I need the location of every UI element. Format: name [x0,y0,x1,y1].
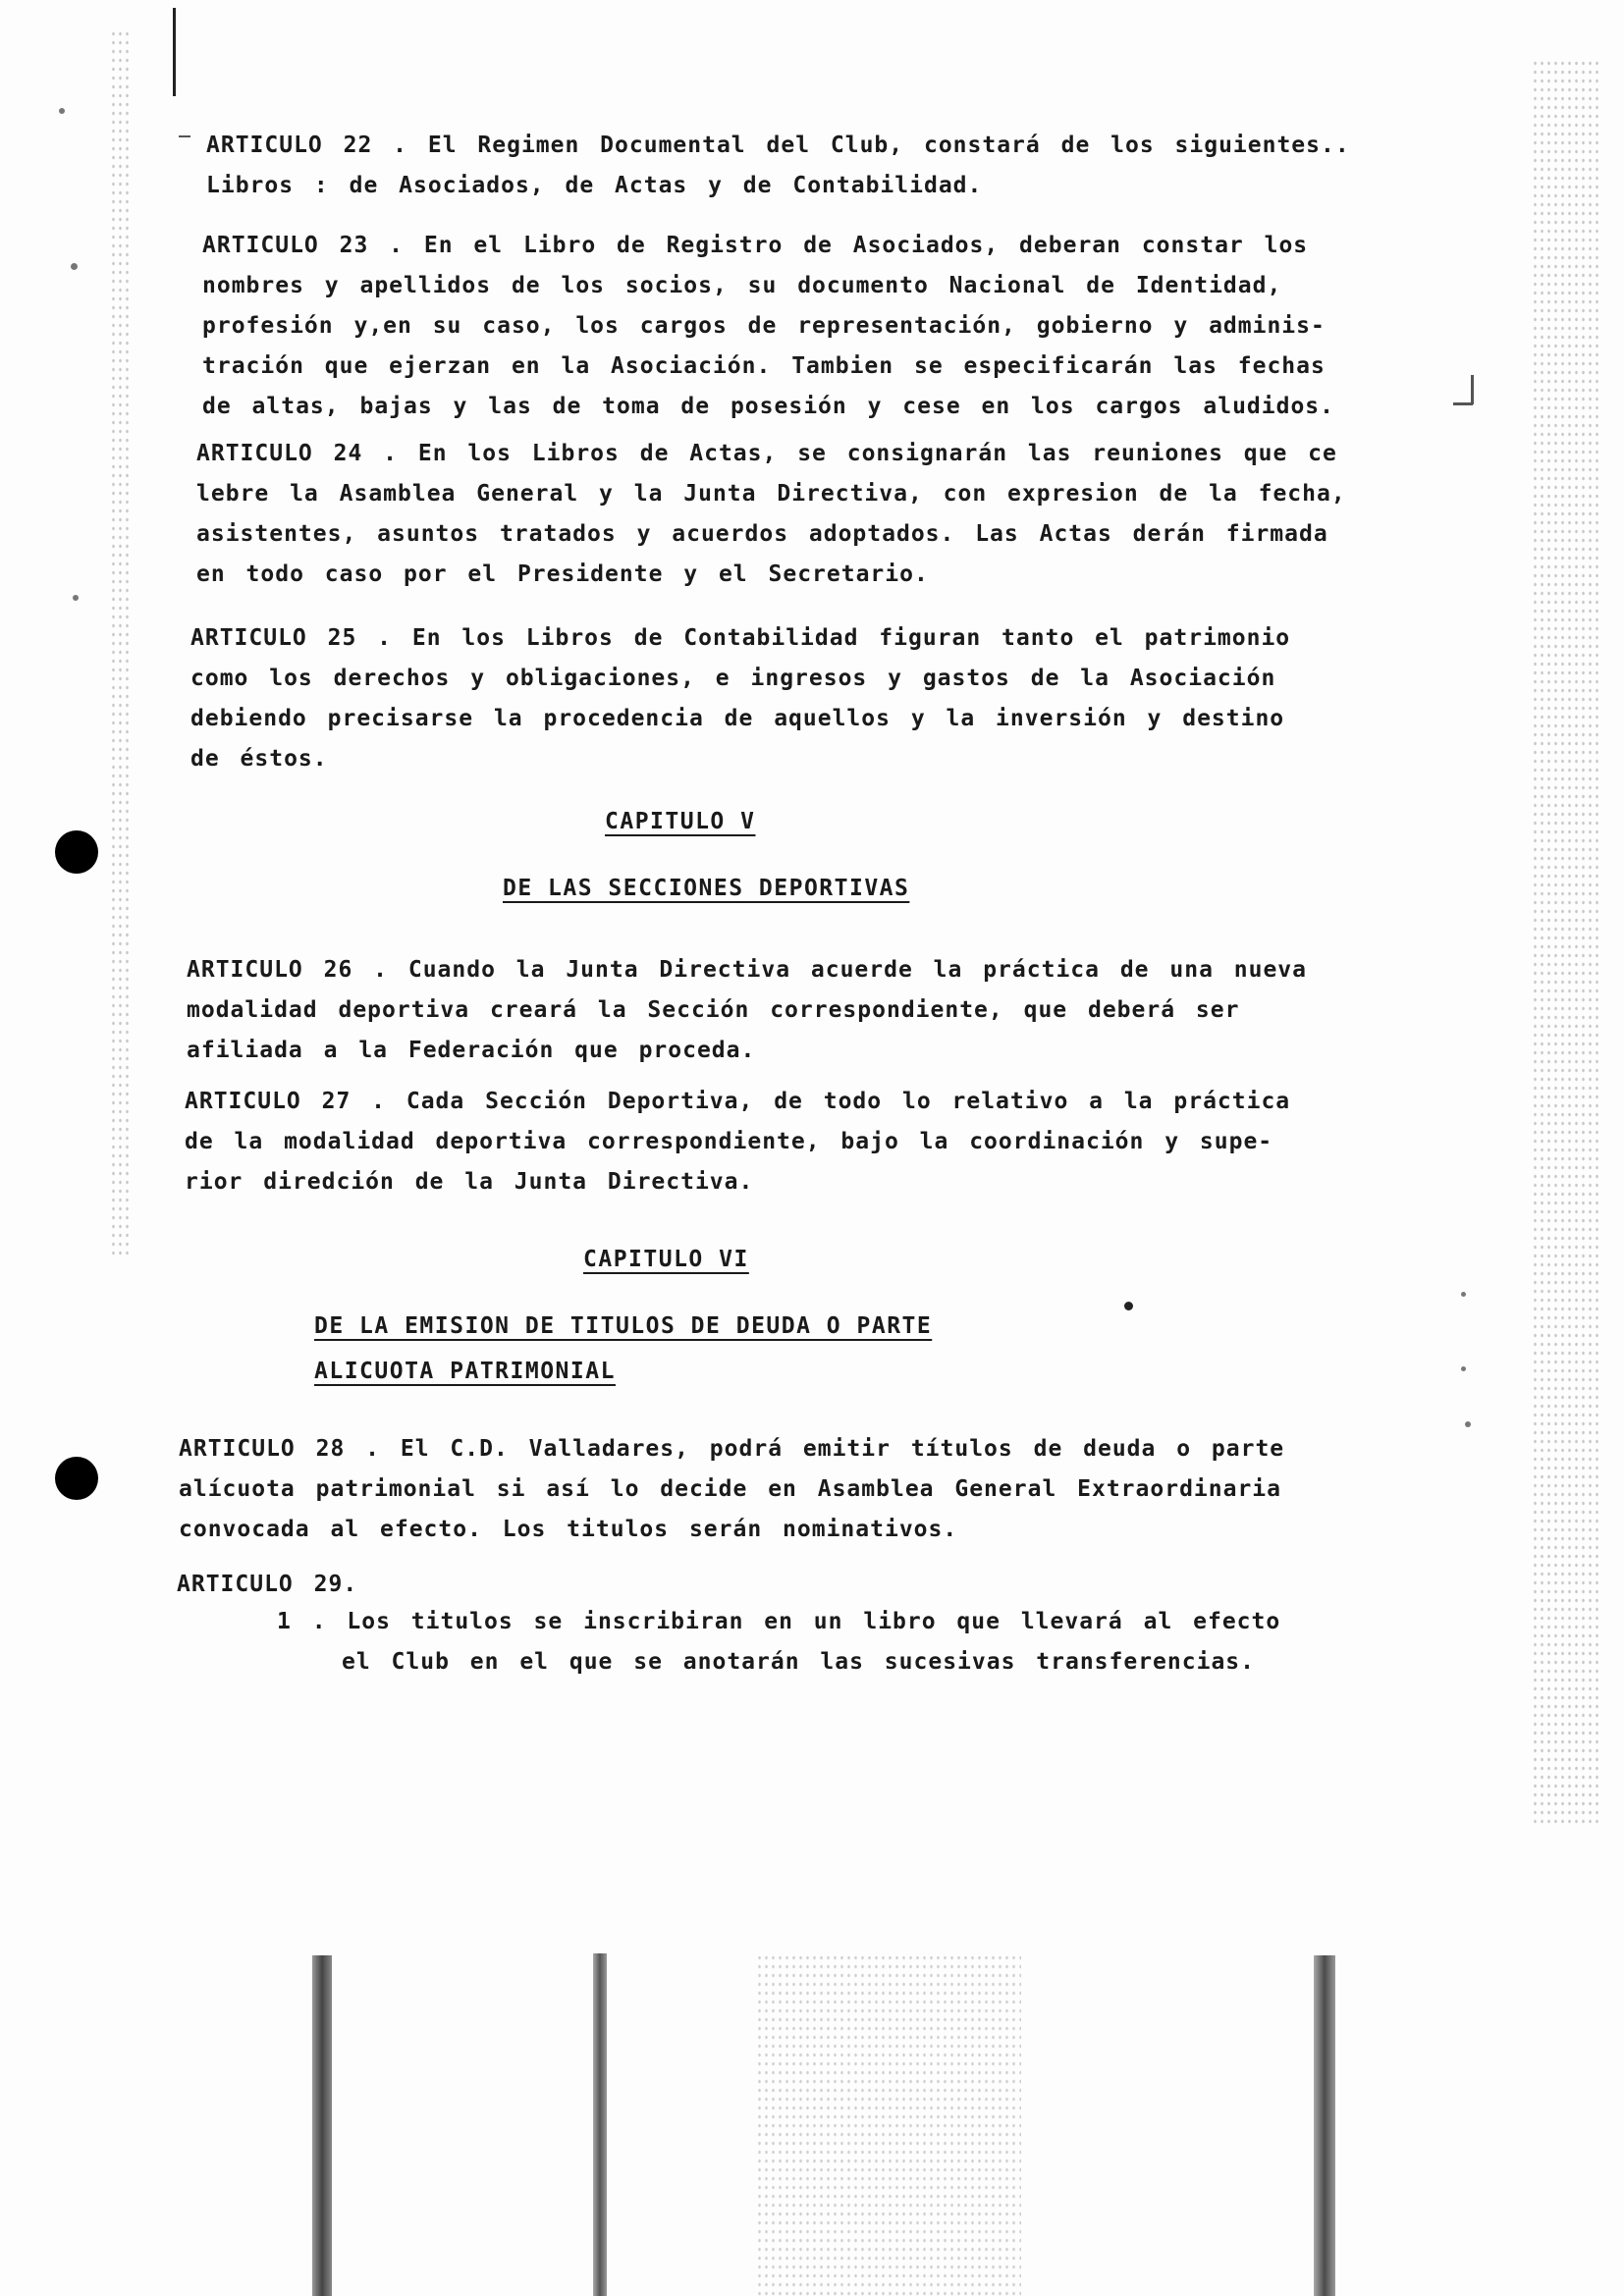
article-29 [177,1565,357,1605]
speck [59,108,65,114]
scan-edge-line [173,8,176,96]
text-line: ARTICULO 27 . Cada Sección Deportiva, de todo lo relativo a la práctica [185,1089,1291,1114]
text-line: 1 . Los titulos se inscribiran en un libro que llevará al efecto [277,1609,1281,1634]
scan-right-noise [1532,59,1600,1826]
article-29-item-1 [277,1602,1280,1682]
punch-hole-top [55,830,98,874]
text-line: nombres y apellidos de los socios, su documento Nacional de Identidad, [202,273,1282,298]
text-line: ARTICULO 29. [177,1572,358,1597]
text-line: de altas, bajas y las de toma de posesión y cese en los cargos aludidos. [202,394,1334,419]
text-line: de éstos. [190,746,328,772]
article-24 [196,434,1346,595]
chapter-subtitle-line: DE LA EMISION DE TITULOS DE DEUDA O PARTE [314,1313,933,1339]
text-line: ARTICULO 26 . Cuando la Junta Directiva acuerde la práctica de una nueva [187,957,1307,983]
scan-strip [312,1955,332,2296]
chapter-subtitle: DE LAS SECCIONES DEPORTIVAS [503,876,910,901]
scan-left-noise [110,29,132,1256]
text-line: debiendo precisarse la procedencia de aquellos y la inversión y destino [190,706,1285,731]
text-line: ARTICULO 22 . El Regimen Documental del Club, constará de los siguientes.. [206,133,1350,158]
text-line: lebre la Asamblea General y la Junta Directiva, con expresion de la fecha, [196,481,1346,507]
article-28 [179,1429,1284,1550]
speck [73,595,79,601]
text-line: alícuota patrimonial si así lo decide en Asamblea General Extraordinaria [179,1476,1281,1502]
text-line: ARTICULO 24 . En los Libros de Actas, se consignarán las reuniones que ce [196,441,1337,466]
text-line: el Club en el que se anotarán las sucesivas transferencias. [342,1649,1255,1675]
text-line: tración que ejerzan en la Asociación. Tambien se especificarán las fechas [202,353,1326,379]
speck [1461,1292,1466,1297]
text-line: ARTICULO 28 . El C.D. Valladares, podrá emitir títulos de deuda o parte [179,1436,1285,1462]
margin-tick [1471,375,1474,404]
text-line: rior diredción de la Junta Directiva. [185,1169,754,1195]
chapter-subtitle-line: ALICUOTA PATRIMONIAL [314,1359,616,1384]
text-line: modalidad deportiva creará la Sección correspondiente, que deberá ser [187,997,1240,1023]
article-25 [190,618,1290,779]
margin-tick [179,135,190,137]
text-line: afiliada a la Federación que proceda. [187,1038,756,1063]
article-27 [185,1082,1290,1202]
speck [1465,1421,1471,1427]
speck [1124,1302,1133,1310]
text-line: en todo caso por el Presidente y el Secretario. [196,561,929,587]
scan-strip [593,1953,607,2296]
text-line: profesión y,en su caso, los cargos de representación, gobierno y adminis- [202,313,1326,339]
text-line: ARTICULO 23 . En el Libro de Registro de Asociados, deberan constar los [202,233,1309,258]
chapter-title: CAPITULO V [605,809,756,834]
scan-strip [1314,1955,1335,2296]
speck [1461,1366,1466,1371]
margin-tick [1453,402,1473,405]
article-23 [202,226,1334,427]
chapter-title: CAPITULO VI [583,1247,749,1272]
text-line: como los derechos y obligaciones, e ingresos y gastos de la Asociación [190,666,1276,691]
article-26 [187,950,1307,1071]
text-line: Libros : de Asociados, de Actas y de Contabilidad. [206,173,983,198]
scan-strip-noise [756,1953,1021,2296]
punch-hole-bottom [55,1457,98,1500]
text-line: convocada al efecto. Los titulos serán nominativos. [179,1517,958,1542]
article-22 [206,126,1350,206]
text-line: de la modalidad deportiva correspondiente, bajo la coordinación y supe- [185,1129,1273,1154]
text-line: ARTICULO 25 . En los Libros de Contabilidad figuran tanto el patrimonio [190,625,1291,651]
speck [71,263,78,270]
text-line: asistentes, asuntos tratados y acuerdos adoptados. Las Actas derán firmada [196,521,1328,547]
